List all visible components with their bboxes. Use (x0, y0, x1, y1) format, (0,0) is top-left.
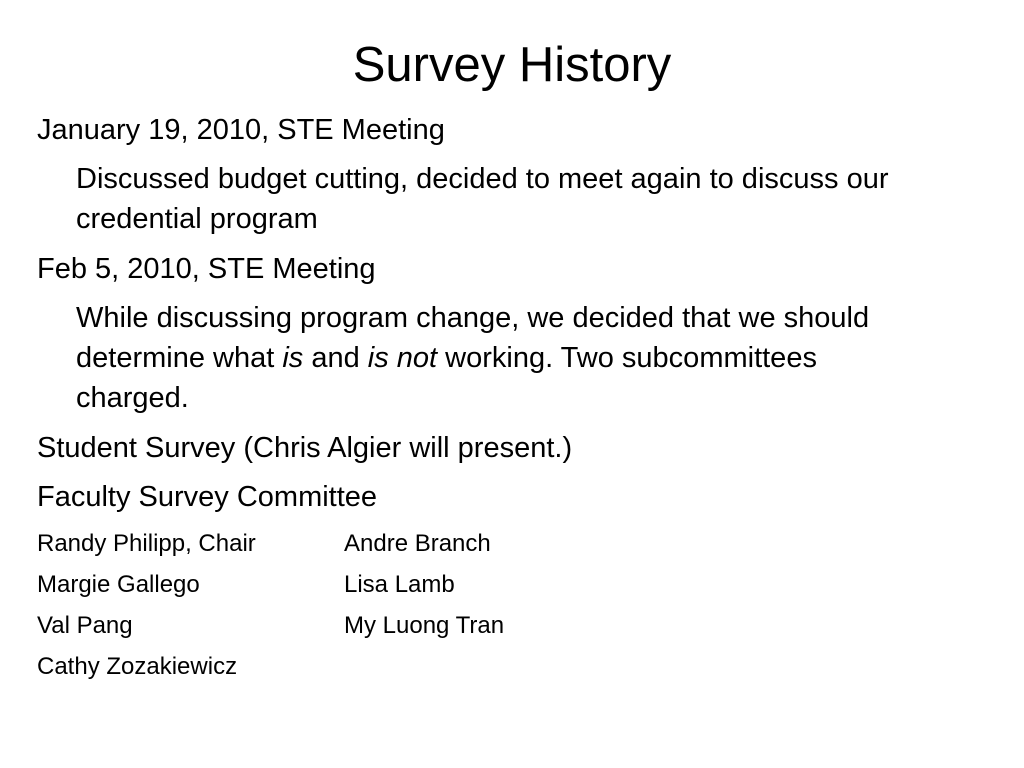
member-name: Lisa Lamb (344, 571, 455, 598)
member-name: Andre Branch (344, 530, 491, 557)
member-row (37, 523, 937, 564)
member-name: Cathy Zozakiewicz (37, 653, 238, 680)
bullet-meeting-jan-19-detail: Discussed budget cutting, decided to meet again to discuss our credential program (76, 163, 889, 235)
member-row (37, 646, 937, 687)
slide-title: Survey History (352, 38, 672, 92)
emphasis-is: is (282, 342, 304, 374)
emphasis-is-not: is not (367, 342, 438, 374)
bullet-student-survey: Student Survey (Chris Algier will present.) (37, 432, 573, 464)
member-row (37, 605, 937, 646)
bullet-meeting-feb-5: Feb 5, 2010, STE Meeting (37, 253, 376, 285)
committee-members (37, 523, 937, 687)
detail-text: While discussing program change, we decided that we should determine what (76, 302, 870, 374)
member-name: Val Pang (37, 612, 133, 639)
detail-text: working. Two subcommittees charged. (76, 342, 817, 414)
detail-text: and (303, 342, 368, 374)
bullet-meeting-jan-19: January 19, 2010, STE Meeting (37, 114, 445, 146)
bullet-faculty-survey-committee: Faculty Survey Committee (37, 481, 378, 513)
member-name: Margie Gallego (37, 571, 200, 598)
member-name: My Luong Tran (344, 612, 505, 639)
slide-content (37, 110, 937, 687)
member-row (37, 564, 937, 605)
bullet-meeting-feb-5-detail (37, 298, 937, 418)
member-name: Randy Philipp, Chair (37, 530, 256, 557)
